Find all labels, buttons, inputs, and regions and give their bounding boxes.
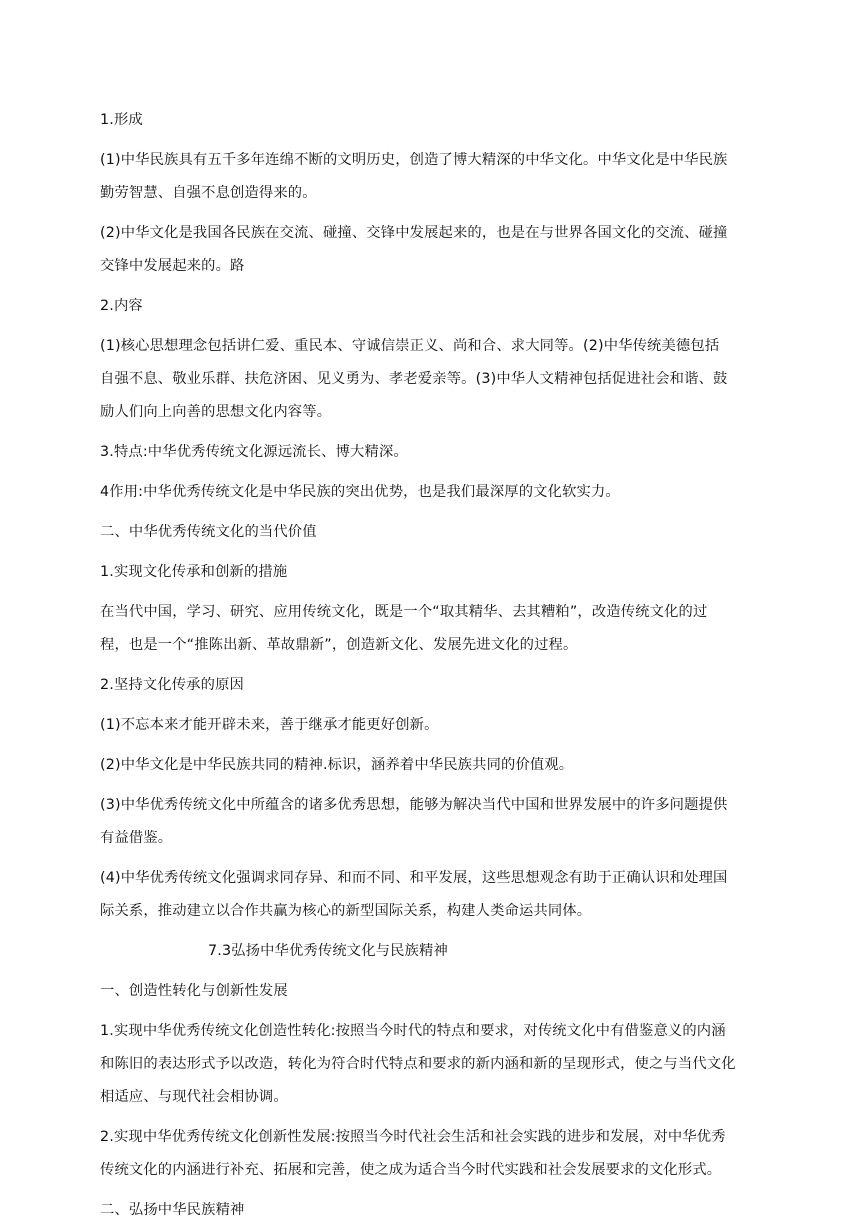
text-line: 一、创造性转化与创新性发展 [100, 983, 288, 999]
text-line: 在当代中国，学习、研究、应用传统文化，既是一个“取其精华、去其糟粕”，改造传统文化的过 [100, 604, 708, 620]
text-line: (3)中华优秀传统文化中所蕴含的诸多优秀思想，能够为解决当代中国和世界发展中的许多问题提供 [100, 797, 728, 813]
text-line: 1.实现文化传承和创新的措施 [100, 564, 288, 580]
paragraph-gap [100, 1008, 764, 1015]
text-line: 有益借鉴。 [100, 830, 173, 846]
paragraph [100, 789, 764, 855]
paragraph-gap [100, 323, 764, 330]
paragraph [100, 144, 764, 210]
text-line: 传统文化的内涵进行补充、拓展和完善，使之成为适合当今时代实践和社会发展要求的文化形式。 [100, 1162, 722, 1178]
paragraph-gap [100, 283, 764, 290]
text-line: (4)中华优秀传统文化强调求同存异、和而不同、和平发展，这些思想观念有助于正确认识和处理国 [100, 870, 728, 886]
text-line: (1)中华民族具有五千多年连绵不断的文明历史，创造了博大精深的中华文化。中华文化是中华民族 [100, 152, 728, 168]
text-line: 3.特点:中华优秀传统文化源远流长、博大精深。 [100, 444, 408, 460]
paragraph-gap [100, 1114, 764, 1121]
text-line: 勤劳智慧、自强不息创造得来的。 [100, 185, 317, 201]
paragraph [100, 709, 764, 742]
paragraph [100, 436, 764, 469]
paragraph-gap [100, 928, 764, 935]
text-line: 二、弘扬中华民族精神 [100, 1202, 245, 1218]
text-line: (1)不忘本来才能开辟未来，善于继承才能更好创新。 [100, 717, 439, 733]
paragraph [100, 669, 764, 702]
paragraph [100, 1121, 764, 1187]
paragraph [100, 1015, 764, 1114]
paragraph-gap [100, 702, 764, 709]
text-line: 2.坚持文化传承的原因 [100, 677, 244, 693]
paragraph [100, 1194, 764, 1227]
text-line: 1.实现中华优秀传统文化创造性转化:按照当今时代的特点和要求，对传统文化中有借鉴意义的内涵 [100, 1023, 726, 1039]
paragraph [100, 749, 764, 782]
paragraph [100, 596, 764, 662]
document-page [100, 104, 764, 1227]
paragraph-gap [100, 742, 764, 749]
paragraph-gap [100, 429, 764, 436]
paragraph [100, 556, 764, 589]
text-line: 7.3弘扬中华优秀传统文化与民族精神 [208, 943, 448, 959]
paragraph-gap [100, 855, 764, 862]
paragraph [100, 290, 764, 323]
text-line: 励人们向上向善的思想文化内容等。 [100, 404, 332, 420]
paragraph-gap [100, 549, 764, 556]
paragraph-gap [100, 137, 764, 144]
paragraph-gap [100, 210, 764, 217]
paragraph-gap [100, 469, 764, 476]
text-line: 和陈旧的表达形式予以改造，转化为符合时代特点和要求的新内涵和新的呈现形式，使之与当代文化 [100, 1056, 736, 1072]
text-line: 2.实现中华优秀传统文化创新性发展:按照当今时代社会生活和社会实践的进步和发展，对中华优秀 [100, 1129, 726, 1145]
text-line: 1.形成 [100, 112, 143, 128]
text-line: 程，也是一个“推陈出新、革故鼎新”，创造新文化、发展先进文化的过程。 [100, 637, 578, 653]
paragraph [100, 975, 764, 1008]
paragraph-gap [100, 662, 764, 669]
paragraph [100, 476, 764, 509]
section-title [100, 935, 764, 968]
paragraph-gap [100, 1187, 764, 1194]
text-line: (2)中华文化是中华民族共同的精神.标识，涵养着中华民族共同的价值观。 [100, 757, 574, 773]
paragraph-gap [100, 968, 764, 975]
text-line: 自强不息、敬业乐群、扶危济困、见义勇为、孝老爱亲等。(3)中华人文精神包括促进社会和谐、鼓 [100, 371, 728, 387]
paragraph [100, 516, 764, 549]
paragraph [100, 217, 764, 283]
text-line: 交锋中发展起来的。路 [100, 258, 245, 274]
text-line: 4作用:中华优秀传统文化是中华民族的突出优势，也是我们最深厚的文化软实力。 [100, 484, 620, 500]
text-line: (2)中华文化是我国各民族在交流、碰撞、交锋中发展起来的，也是在与世界各国文化的交流、碰撞 [100, 225, 728, 241]
paragraph [100, 862, 764, 928]
paragraph-gap [100, 782, 764, 789]
text-line: 际关系，推动建立以合作共赢为核心的新型国际关系，构建人类命运共同体。 [100, 903, 592, 919]
text-line: 2.内容 [100, 298, 143, 314]
paragraph [100, 330, 764, 429]
paragraph [100, 104, 764, 137]
paragraph-gap [100, 589, 764, 596]
text-line: (1)核心思想理念包括讲仁爱、重民本、守诚信崇正义、尚和合、求大同等。(2)中华传统美德包括 [100, 338, 720, 354]
text-line: 二、中华优秀传统文化的当代价值 [100, 524, 317, 540]
text-line: 相适应、与现代社会相协调。 [100, 1089, 288, 1105]
paragraph-gap [100, 509, 764, 516]
